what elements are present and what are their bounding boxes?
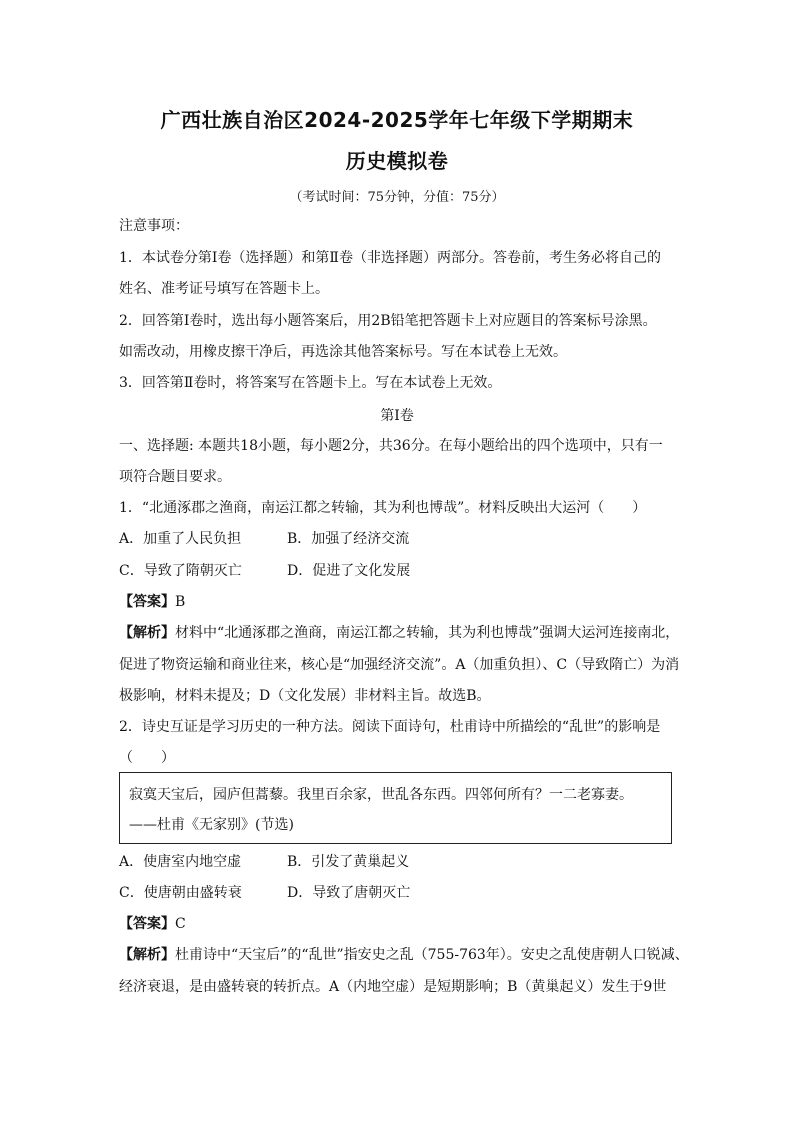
q2-answer-value: C: [175, 916, 186, 932]
q1-answer: [119, 592, 679, 612]
note-1-line-2: 姓名、准考证号填写在答题卡上。: [119, 281, 329, 297]
volume-label: 第Ⅰ卷: [380, 408, 414, 424]
q2-option-b: B．引发了黄巢起义: [287, 854, 410, 870]
q1-answer-value: B: [175, 594, 186, 610]
q2-answer: [119, 914, 679, 934]
q1-option-d: D．促进了文化发展: [287, 563, 411, 579]
exam-time-and-score: （考试时间：75分钟，分值：75分）: [289, 190, 505, 205]
poem-quote-box: [119, 772, 672, 844]
section-intro-line-2: 项符合题目要求。: [119, 469, 231, 485]
note-1-line-1: 1．本试卷分第Ⅰ卷（选择题）和第Ⅱ卷（非选择题）两部分。答卷前，考生务必将自己的: [119, 250, 661, 266]
q2-answer-label: 【答案】: [119, 916, 175, 932]
q2-stem-line-2: （ ）: [119, 750, 175, 766]
q1-analysis-text-1: 材料中“北通涿郡之渔商，南运江都之转输，其为利也博哉”强调大运河连接南北，: [175, 625, 680, 641]
q1-option-c: C．导致了隋朝灭亡: [119, 563, 242, 579]
q2-option-a: A．使唐室内地空虚: [119, 854, 242, 870]
q2-analysis-text-1: 杜甫诗中“天宝后”的“乱世”指安史之乱（755-763年）。安史之乱使唐朝人口锐减、: [175, 947, 689, 963]
q2-analysis-line-1: [119, 945, 689, 965]
q2-analysis-line-2: 经济衰退，是由盛转衰的转折点。A（内地空虚）是短期影响；B（黄巢起义）发生于9世: [119, 979, 667, 995]
exam-subtitle: 历史模拟卷: [345, 149, 449, 173]
note-3: 3．回答第Ⅱ卷时，将答案写在答题卡上。写在本试卷上无效。: [119, 375, 502, 391]
q2-option-c: C．使唐朝由盛转衰: [119, 885, 242, 901]
note-2-line-2: 如需改动，用橡皮擦干净后，再选涂其他答案标号。写在本试卷上无效。: [119, 344, 567, 360]
q1-analysis-line-3: 极影响，材料未提及；D（文化发展）非材料主旨。故选B。: [119, 688, 491, 704]
q1-stem: 1．“北通涿郡之渔商，南运江都之转输，其为利也博哉”。材料反映出大运河（ ）: [119, 500, 647, 516]
note-2-line-1: 2．回答第Ⅰ卷时，选出每小题答案后，用2B铅笔把答题卡上对应题目的答案标号涂黑。: [119, 313, 657, 329]
q1-analysis-line-2: 促进了物资运输和商业往来，核心是“加强经济交流”。A（加重负担）、C（导致隋亡）为消: [119, 657, 680, 673]
q2-option-d: D．导致了唐朝灭亡: [287, 885, 411, 901]
q1-option-a: A．加重了人民负担: [119, 531, 242, 547]
q1-analysis-line-1: [119, 623, 679, 643]
q2-stem-line-1: 2．诗史互证是学习历史的一种方法。阅读下面诗句，杜甫诗中所描绘的“乱世”的影响是: [119, 719, 661, 735]
poem-text: 寂寞天宝后，园庐但蒿藜。我里百余家，世乱各东西。四邻何所有？一二老寡妻。: [129, 787, 633, 803]
notes-heading: 注意事项：: [119, 218, 189, 234]
poem-source: ——杜甫《无家别》(节选): [129, 817, 294, 833]
q1-option-b: B．加强了经济交流: [287, 531, 410, 547]
q1-answer-label: 【答案】: [119, 594, 175, 610]
q2-analysis-label: 【解析】: [119, 947, 175, 963]
exam-title: 广西壮族自治区2024-2025学年七年级下学期期末: [160, 108, 634, 132]
section-intro-line-1: 一、选择题: 本题共18小题，每小题2分，共36分。在每小题给出的四个选项中，只有一: [119, 438, 663, 454]
q1-analysis-label: 【解析】: [119, 625, 175, 641]
